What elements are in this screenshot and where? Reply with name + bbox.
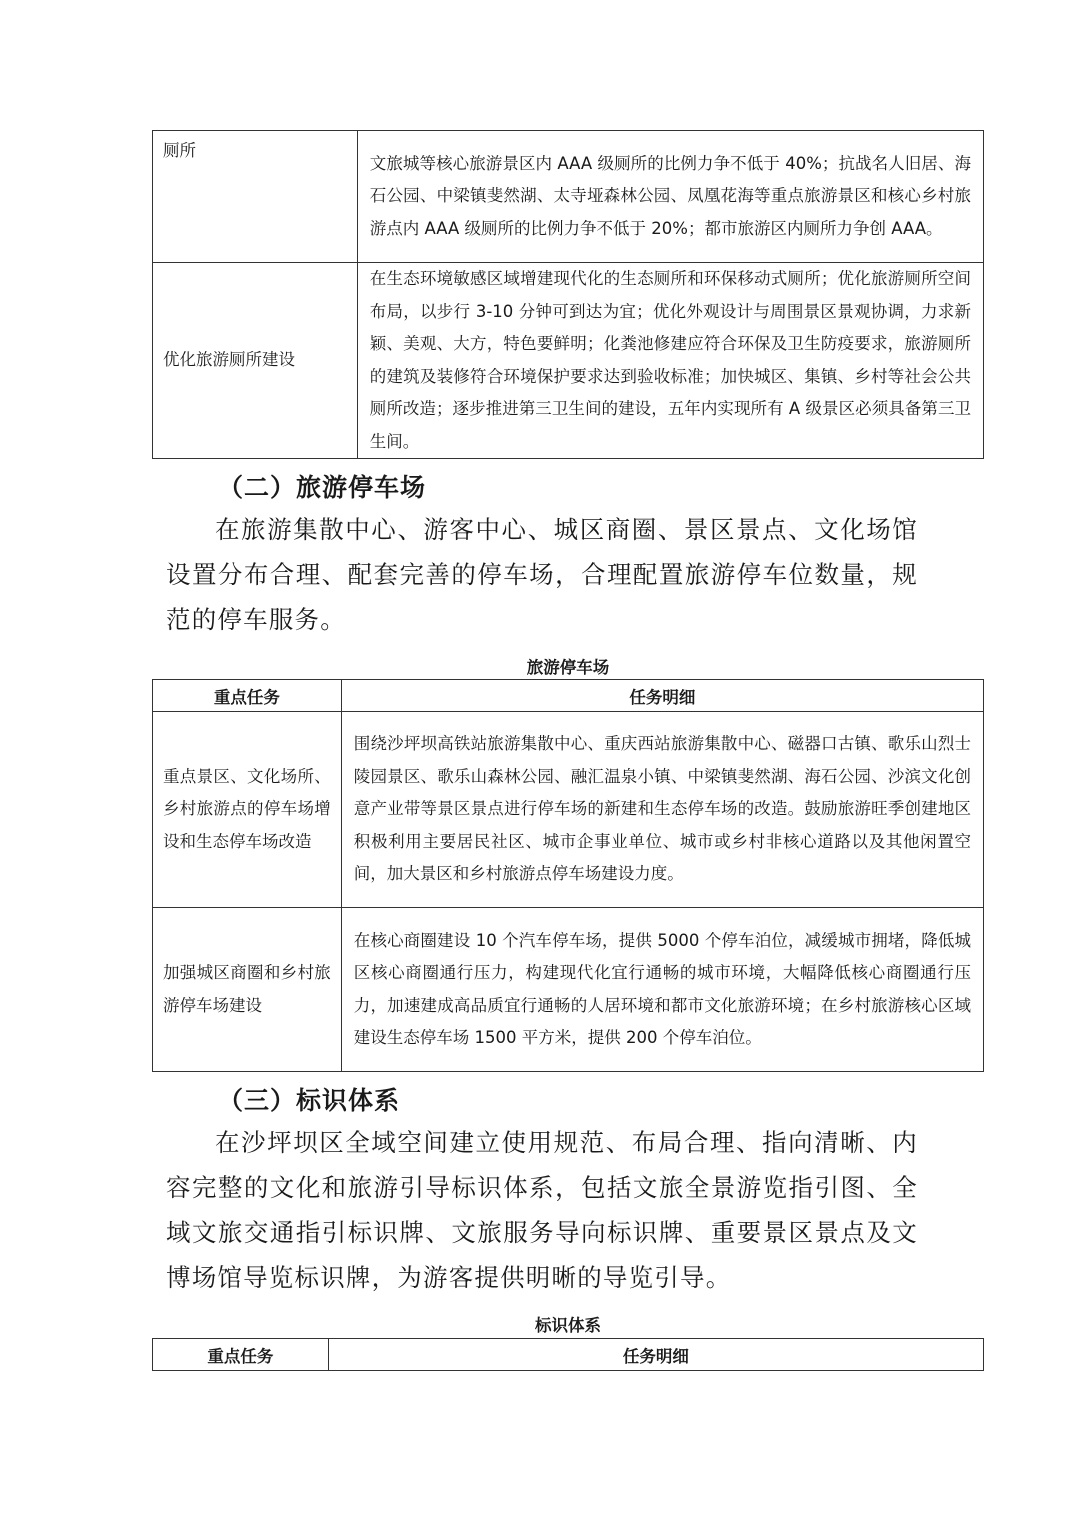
- section-paragraph-parking: 在旅游集散中心、游客中心、城区商圈、景区景点、文化场馆设置分布合理、配套完善的停车场，合理配置旅游停车位数量，规范的停车服务。: [166, 515, 918, 634]
- parking-table: [152, 679, 984, 1072]
- section-heading-parking: （二）旅游停车场: [218, 473, 427, 502]
- section-paragraph-signage: 在沙坪坝区全域空间建立使用规范、布局合理、指向清晰、内容完整的文化和旅游引导标识体系，包括文旅全景游览指引图、全域文旅交通指引标识牌、文旅服务导向标识牌、重要景区景点及文博场馆导览标识牌，为游客提供明晰的导览引导。: [166, 1128, 918, 1292]
- table-row: [153, 263, 984, 459]
- section-heading-signage: （三）标识体系: [218, 1086, 401, 1115]
- task-cell: 加强城区商圈和乡村旅游停车场建设: [153, 908, 342, 1072]
- header-detail: 任务明细: [341, 680, 983, 712]
- signage-table: [152, 1338, 984, 1371]
- table-header-row: [153, 680, 984, 712]
- detail-cell: 在核心商圈建设 10 个汽车停车场，提供 5000 个停车泊位，减缓城市拥堵，降低城区核心商圈通行压力，构建现代化宜行通畅的城市环境，大幅降低核心商圈通行压力，加速建成高品质宜行通畅的人居环境和都市文化旅游环境；在乡村旅游核心区域建设生态停车场 1500 平方米，提供 200 个停车泊位。: [341, 908, 983, 1072]
- table-row: [153, 908, 984, 1072]
- task-cell: 重点景区、文化场所、乡村旅游点的停车场增设和生态停车场改造: [153, 712, 342, 908]
- detail-cell: 围绕沙坪坝高铁站旅游集散中心、重庆西站旅游集散中心、磁器口古镇、歌乐山烈士陵园景区、歌乐山森林公园、融汇温泉小镇、中梁镇斐然湖、海石公园、沙滨文化创意产业带等景区景点进行停车场的新建和生态停车场的改造。鼓励旅游旺季创建地区积极利用主要居民社区、城市企事业单位、城市或乡村非核心道路以及其他闲置空间，加大景区和乡村旅游点停车场建设力度。: [341, 712, 983, 908]
- table-row: [153, 712, 984, 908]
- detail-cell: 在生态环境敏感区域增建现代化的生态厕所和环保移动式厕所；优化旅游厕所空间布局，以步行 3-10 分钟可到达为宜；优化外观设计与周围景区景观协调，力求新颖、美观、大方，特色要鲜明；化粪池修建应符合环保及卫生防疫要求，旅游厕所的建筑及装修符合环境保护要求达到验收标准；加快城区、集镇、乡村等社会公共厕所改造；逐步推进第三卫生间的建设，五年内实现所有 A 级景区必须具备第三卫生间。: [357, 263, 983, 459]
- table-caption-parking: 旅游停车场: [526, 658, 610, 677]
- detail-cell: 文旅城等核心旅游景区内 AAA 级厕所的比例力争不低于 40%；抗战名人旧居、海石公园、中梁镇斐然湖、太寺垭森林公园、凤凰花海等重点旅游景区和核心乡村旅游点内 AAA 级厕所的比例力争不低于 20%；都市旅游区内厕所力争创 AAA。: [357, 131, 983, 263]
- header-task: 重点任务: [153, 1339, 329, 1371]
- header-task: 重点任务: [153, 680, 342, 712]
- header-detail: 任务明细: [328, 1339, 983, 1371]
- task-cell: 厕所: [153, 131, 358, 263]
- table-caption-signage: 标识体系: [535, 1316, 601, 1335]
- table-header-row: [153, 1339, 984, 1371]
- toilet-table: [152, 130, 984, 459]
- task-cell: 优化旅游厕所建设: [153, 263, 358, 459]
- table-row: [153, 131, 984, 263]
